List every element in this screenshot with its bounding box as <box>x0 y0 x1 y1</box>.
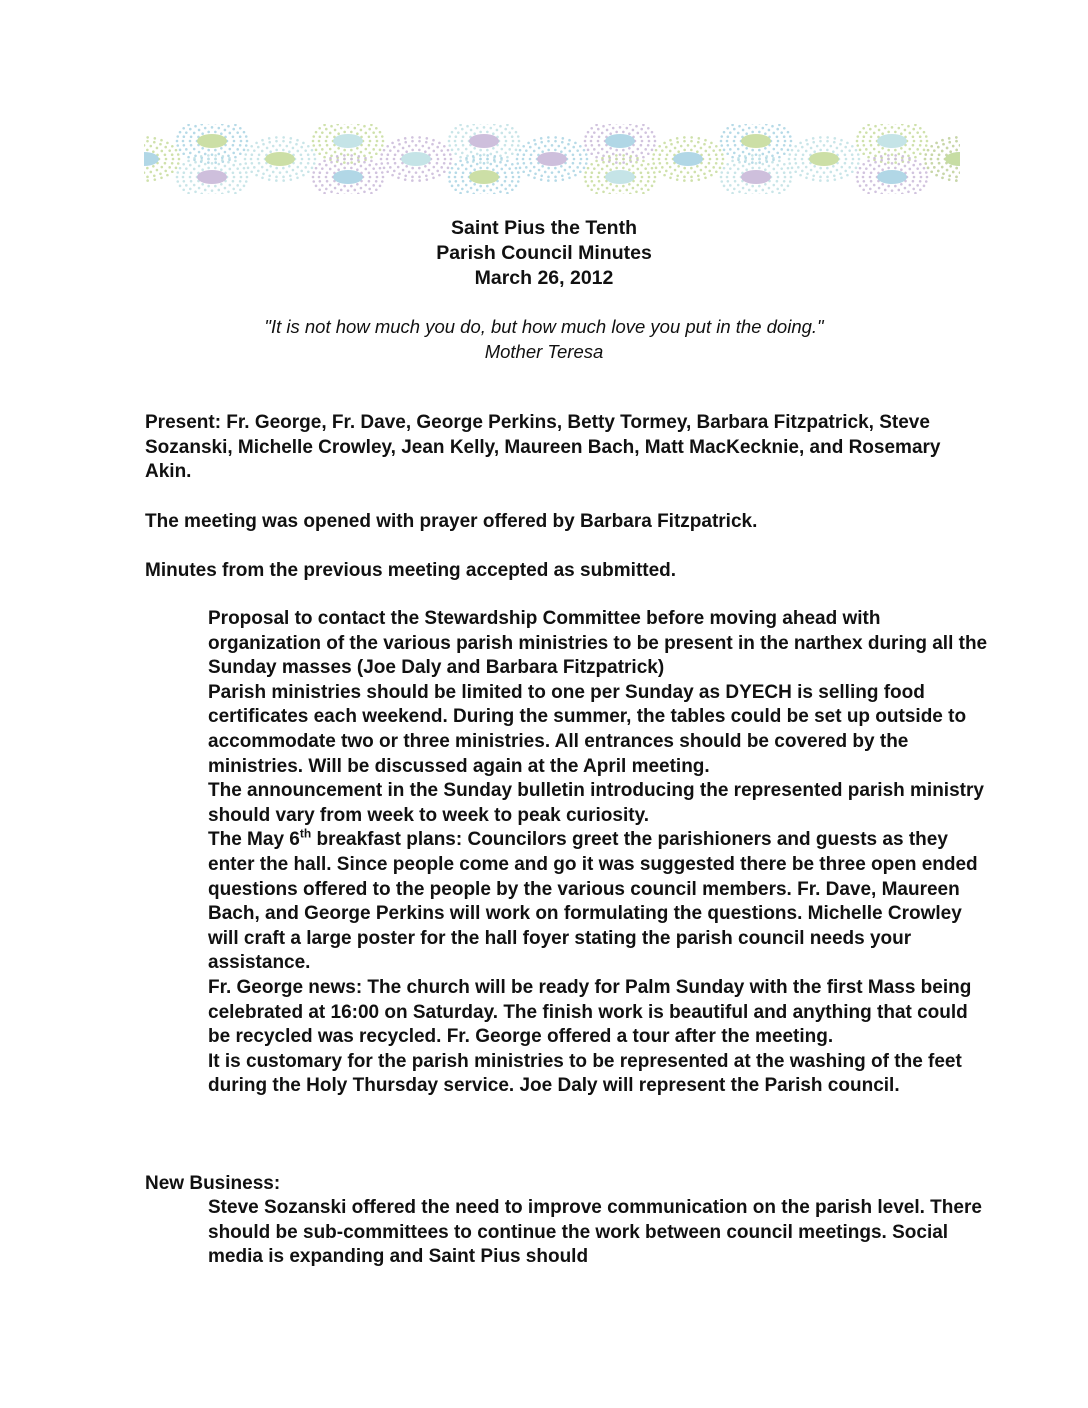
dot-burst <box>176 154 249 194</box>
attendees-paragraph: Present: Fr. George, Fr. Dave, George Perkins, Betty Tormey, Barbara Fitzpatrick, Steve Sozanski, Michelle Crowley, Jean Kelly, Maureen Bach, Matt MacKecknie, and Rosemary Akin. <box>145 412 941 483</box>
opening-prayer-paragraph: The meeting was opened with prayer offered by Barbara Fitzpatrick. <box>145 511 758 532</box>
epigraph <box>0 314 1088 364</box>
holy-thursday-item: It is customary for the parish ministries to be represented at the washing of the feet during the Holy Thursday service. Joe Daly will represent the Parish council. <box>208 1050 962 1097</box>
dot-burst <box>448 124 521 164</box>
old-business-items <box>208 607 988 1099</box>
dot-burst <box>924 136 960 182</box>
dot-burst <box>516 136 589 182</box>
quote-author: Mother Teresa <box>484 341 604 362</box>
george-news-item: Fr. George news: The church will be ready for Palm Sunday with the first Mass being celebrated at 16:00 on Saturday. The finish work is beautiful and anything that could be recycled was recycled. Fr. George offered a tour after the meeting. <box>208 976 972 1048</box>
document-header <box>0 216 1088 291</box>
communication-item: Steve Sozanski offered the need to improve communication on the parish level. There should be sub-committees to continue the work between council meetings. Social media is expanding and Saint Pius should <box>208 1197 982 1268</box>
dot-burst <box>720 124 793 164</box>
dot-burst <box>856 154 929 194</box>
dot-burst <box>144 136 180 182</box>
dot-burst <box>584 124 657 164</box>
dot-burst <box>788 136 861 182</box>
dot-burst <box>312 124 385 164</box>
bulletin-item: The announcement in the Sunday bulletin introducing the represented parish ministry should vary from week to week to peak curiosity. <box>208 780 984 826</box>
parish-name: Saint Pius the Tenth <box>451 217 637 239</box>
new-business-heading: New Business: <box>145 1173 281 1194</box>
dot-burst <box>312 154 385 194</box>
dot-burst <box>652 136 725 182</box>
dot-burst <box>380 136 453 182</box>
breakfast-item: The May 6th breakfast plans: Councilors greet the parishioners and guests as they enter the hall. Since people come and go it was suggested there be three open ended questions offered to the people by the various council members. Fr. Dave, Maureen Bach, and George Perkins will work on formulating the questions. Michelle Crowley will craft a large poster for the hall foyer stating the parish council needs your assistance. <box>208 827 978 974</box>
minutes-approval-paragraph: Minutes from the previous meeting accepted as submitted. <box>145 560 677 581</box>
dot-burst <box>176 124 249 164</box>
dot-burst <box>244 136 317 182</box>
quote-text: "It is not how much you do, but how much love you put in the doing." <box>264 316 824 337</box>
meeting-date: March 26, 2012 <box>474 267 614 289</box>
dot-burst <box>448 154 521 194</box>
ministries-item: Parish ministries should be limited to one per Sunday as DYECH is selling food certificates each weekend. During the summer, the tables could be set up outside to accommodate two or three ministries. All entrances should be covered by the ministries. Will be discussed again at the April meeting. <box>208 681 967 777</box>
document-title: Parish Council Minutes <box>436 242 652 264</box>
stewardship-item: Proposal to contact the Stewardship Committee before moving ahead with organization of the various parish ministries to be present in the narthex during all the Sunday masses (Joe Daly and Barbara Fitzpatrick) <box>208 608 988 679</box>
decorative-dot-banner <box>144 124 960 194</box>
dot-burst <box>856 124 929 164</box>
ordinal-suffix: th <box>299 827 312 842</box>
dot-burst <box>584 154 657 194</box>
new-business-items <box>208 1196 988 1270</box>
dot-burst <box>720 154 793 194</box>
